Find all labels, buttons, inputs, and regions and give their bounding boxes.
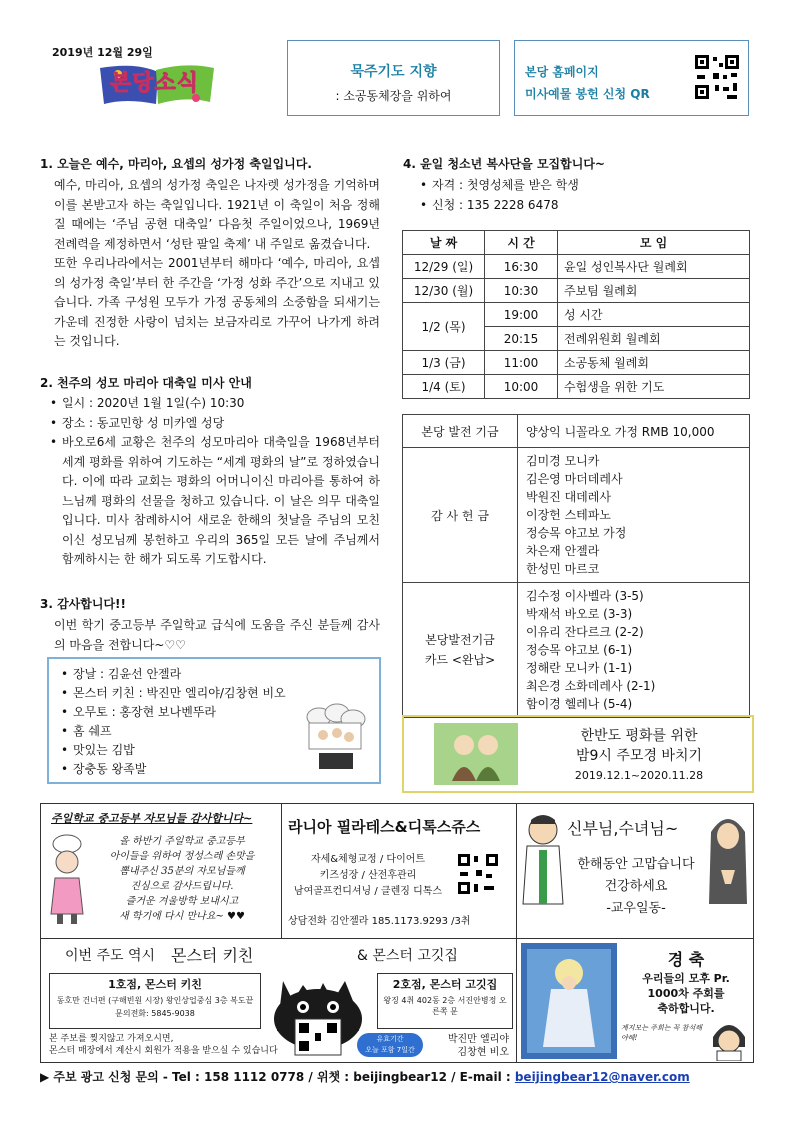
list-item: • 몬스터 키친 : 박진만 엘리야/김창현 비오 [61, 684, 301, 703]
list-item: • 일시 : 2020년 1월 1일(수) 10:30 [50, 394, 380, 414]
list-item: • 장날 : 김윤선 안젤라 [61, 665, 301, 684]
schedule-time: 19:00 [485, 303, 558, 327]
donor-name: 정승목 야고보 가정 [526, 526, 627, 540]
donor-name: 박재석 바오로 (3-3) [526, 607, 633, 621]
section1-body [54, 176, 380, 352]
donor-name: 이장헌 스테파노 [526, 508, 611, 522]
sunday-school-title: 주일학교 중고등부 자모님들 감사합니다~ [51, 812, 253, 825]
pilates-contact: 상담전화 김안젤라 185.1173.9293 /3취 [288, 916, 471, 927]
schedule-time: 11:00 [485, 351, 558, 375]
shop2-box [377, 973, 513, 1029]
schedule-time: 10:00 [485, 375, 558, 399]
congrats-message [623, 971, 749, 1016]
shop1-address: 동호만 건너편 (구해빈원 시장) 왕인상업중심 3층 복도끝 [56, 996, 254, 1005]
section2-list [50, 394, 380, 570]
shop1-phone: 문의전화: 5845-9038 [115, 1009, 195, 1018]
thanks-list [61, 665, 301, 779]
donor-name: 정승목 야고보 (6-1) [526, 643, 633, 657]
owner-name: 김창현 비오 [457, 1047, 509, 1058]
donor-name: 함이경 헬레나 (5-4) [526, 697, 633, 711]
shop1-box [49, 973, 261, 1029]
peace-line1: 한반도 평화를 위한 [580, 728, 698, 744]
schedule-time: 20:15 [485, 327, 558, 351]
pilates-title: 라니아 필라테스&디톡스쥬스 [288, 818, 481, 836]
schedule-time: 16:30 [485, 255, 558, 279]
message-line: 새 학기에 다시 만나요~ ♥♥ [119, 911, 245, 922]
congrats-caption: 계지모는 주회는 꼭 참석해야해! [621, 1024, 703, 1042]
table-row [403, 415, 750, 448]
card-fund-names [518, 583, 750, 718]
table-row [403, 448, 750, 583]
card-fund-label-line: 본당발전기금 [425, 633, 495, 647]
message-line: 즐거운 겨울방학 보내시고 [125, 896, 239, 907]
list-item: • 자격 : 첫영성체를 받은 학생 [420, 176, 740, 196]
card-fund-label-line: 카드 <완납> [424, 653, 496, 667]
pilates-ad [282, 804, 516, 938]
donor-name: 최은경 소화데레사 (2-1) [526, 679, 656, 693]
list-item: • 장소 : 동교민항 성 미카엘 성당 [50, 414, 380, 434]
donor-name: 정해란 모니카 (1-1) [526, 661, 633, 675]
thanks-offering-label: 감 사 헌 금 [403, 448, 518, 583]
logo [96, 62, 220, 108]
peace-prayer-box [402, 715, 754, 793]
column-header: 날 짜 [403, 231, 485, 255]
table-row [403, 255, 750, 279]
schedule-date: 1/4 (토) [403, 375, 485, 399]
badge-line: 유효기간 [376, 1035, 404, 1043]
rosary-intention-text: : 소공동체장을 위하여 [335, 89, 452, 103]
list-item: • 장충동 왕족발 [61, 760, 301, 779]
note-line: 몬스터 매장에서 계산시 회원가 적용을 받으실 수 있습니다 [49, 1046, 278, 1056]
card-fund-label [403, 583, 518, 718]
nun-illustration [707, 810, 749, 906]
owner-name: 박진만 엘리야 [447, 1034, 509, 1045]
chef-hats-illustration [299, 703, 371, 775]
table-row [403, 351, 750, 375]
section4-title: 4. 윤일 청소년 복사단을 모집합니다~ [403, 157, 605, 171]
peace-line2: 밤9시 주모경 바치기 [576, 748, 702, 764]
schedule-event: 소공동체 월례회 [558, 351, 750, 375]
donor-name: 한성민 마르코 [526, 562, 600, 576]
homepage-qr-box [514, 40, 749, 116]
donor-name: 김미경 모니카 [526, 454, 600, 468]
rosary-intention-box [287, 40, 500, 116]
column-header: 모 임 [558, 231, 750, 255]
ads-section [40, 803, 754, 1063]
table-row [403, 303, 750, 327]
sunday-school-ad [41, 804, 281, 938]
schedule-event: 수험생을 위한 기도 [558, 375, 750, 399]
schedule-time: 10:30 [485, 279, 558, 303]
priests-thanks-ad [517, 804, 753, 938]
schedule-date: 1/3 (금) [403, 351, 485, 375]
virgin-mary-painting [521, 943, 617, 1059]
rosary-intention-title: 묵주기도 지향 [350, 64, 437, 80]
table-row [403, 375, 750, 399]
shop2-address: 왕징 4취 402동 2층 서진안병정 오른쪽 문 [383, 996, 507, 1016]
table-row [403, 279, 750, 303]
donor-name: 김수정 이사벨라 (3-5) [526, 589, 644, 603]
donor-name: 김은영 마더데레사 [526, 472, 623, 486]
schedule-date: 12/29 (일) [403, 255, 485, 279]
badge-line: 오늘 포함 7일간 [365, 1046, 415, 1054]
donation-table [402, 414, 750, 718]
service-line: 키즈성장 / 산전후관리 [319, 870, 417, 881]
list-item: • 바오로6세 교황은 천주의 성모마리아 대축일을 1968년부터 세계 평화를 위하여 기도하는 “세계 평화의 날”로 정하였습니다. 이에 따라 교회는 평화의 어머니이신 마리아를 통하여 하느님께 평화의 선물을 청하고 있습니다. 이 날은 의무 대축일 입니다. 미사 참례하시어 새로운 한해의 첫날을 주님의 모친이신 성모님께 봉헌하고 우리의 365일 모든 날에 주님께서 함께하시는 한 해가 되도록 기도합시다. [50, 433, 380, 570]
section3-title: 3. 감사합니다!! [40, 597, 126, 611]
list-item: • 홈 쉐프 [61, 722, 301, 741]
message-line: 진심으로 감사드립니다. [130, 881, 234, 892]
message-line: 아이들을 위하여 정성스레 손맛을 [109, 851, 255, 862]
table-row [403, 583, 750, 718]
priests-title: 신부님,수녀님~ [567, 819, 679, 838]
message-line: 축하합니다. [657, 1002, 715, 1015]
pilates-services [288, 852, 448, 900]
footer-contact [40, 1068, 690, 1085]
shop1-title: 1호점, 몬스터 키친 [108, 978, 202, 991]
monster-headline-main: 몬스터 키친 [171, 946, 254, 965]
section3-text: 이번 학기 중고등부 주일학교 급식에 도움을 주신 분들께 감사의 마음을 전합니다~♡♡ [54, 618, 380, 652]
monster-kitchen-ad [41, 939, 516, 1062]
section2-title: 2. 천주의 성모 마리아 대축일 미사 안내 [40, 376, 252, 390]
schedule-event: 성 시간 [558, 303, 750, 327]
schedule-event: 전례위원회 월례회 [558, 327, 750, 351]
qr-code-icon[interactable] [456, 852, 500, 896]
column-header: 시 간 [485, 231, 558, 255]
service-line: 자세&체형교정 / 다이어트 [310, 854, 426, 865]
schedule-date: 1/2 (목) [403, 303, 485, 351]
section1-paragraph: 또한 우리나라에서는 2001년부터 해마다 ‘예수, 마리아, 요셉의 성가정 축일’부터 한 주간을 ‘가정 성화 주간’으로 지내고 있습니다. 가족 구성원 모두가 가정 공동체의 소중함을 되새기는 가운데 진정한 사랑이 넘치는 보금자리로 가꾸어 나가게 하려는 것입니다. [54, 256, 380, 348]
chef-girl-illustration [47, 834, 87, 926]
donor-name: 차은재 안젤라 [526, 544, 600, 558]
footer-text: ▶ 주보 광고 신청 문의 - Tel : 158 1112 0778 / 위챗 : beijingbear12 / E-mail : [40, 1070, 515, 1084]
message-line: 건강하세요 [604, 879, 668, 894]
list-item: • 맛있는 김밥 [61, 741, 301, 760]
note-line: 본 주보를 찢지않고 가져오시면, [49, 1034, 174, 1044]
schedule-table [402, 230, 750, 399]
monster-owners [429, 1033, 509, 1059]
bulletin-date: 2019년 12월 29일 [52, 46, 153, 59]
fund-label: 본당 발전 기금 [403, 415, 518, 448]
children-praying-illustration [434, 723, 518, 785]
congrats-title: 경 축 [667, 950, 705, 969]
donor-name: 이유리 잔다르크 (2-2) [526, 625, 644, 639]
schedule-date: 12/30 (월) [403, 279, 485, 303]
schedule-event: 주보팀 월례회 [558, 279, 750, 303]
monster-headline-post: & 몬스터 고깃집 [357, 948, 458, 964]
message-line: 한해동안 고맙습니다 [577, 857, 695, 872]
schedule-event: 윤일 성인복사단 월례회 [558, 255, 750, 279]
list-item: • 신청 : 135 2228 6478 [420, 196, 740, 216]
homepage-label: 본당 홈페이지 [525, 65, 599, 79]
priest-illustration [521, 810, 565, 906]
section1-paragraph: 예수, 마리아, 요셉의 성가정 축일은 나자렛 성가정을 기억하며 이를 본받고자 하는 축일입니다. 1921년 이 축일이 처음 정해질 때에는 ‘주님 공현 대축일’ 다음첫 주일이었으나, 1969년 전례력을 제정하면서 ‘성탄 팔일 축제’ 내 주일로 옮겼습니다. [54, 178, 380, 251]
message-line: 뽐내주신 35분의 자모님들께 [119, 866, 245, 877]
thanks-box [47, 657, 381, 784]
logo-text: 본당소식 [110, 71, 200, 96]
monster-discount-note [49, 1033, 278, 1057]
thanks-offering-names [518, 448, 750, 583]
section4-list [420, 176, 740, 215]
monster-headline-pre: 이번 주도 역시 [65, 948, 156, 964]
cartoon-woman-illustration [709, 1017, 749, 1061]
mass-offering-label: 미사예물 봉헌 신청 QR [525, 87, 650, 101]
footer-email-link[interactable]: beijingbear12@naver.com [514, 1070, 690, 1084]
message-line: 우리들의 모후 Pr. [642, 972, 730, 985]
priests-message [563, 854, 709, 920]
section1-title: 1. 오늘은 예수, 마리아, 요셉의 성가정 축일입니다. [40, 157, 312, 171]
congratulations-ad [517, 938, 753, 1063]
sunday-school-message [87, 834, 277, 924]
message-line: 올 하반기 주일학교 중고등부 [119, 836, 245, 847]
fund-value: 양상익 니꼴라오 가정 RMB 10,000 [518, 415, 750, 448]
heart-icon: ♥♥ [227, 911, 245, 922]
shop2-title: 2호점, 몬스터 고깃집 [392, 978, 498, 991]
message-line: -교우일동- [606, 901, 666, 916]
validity-badge [357, 1033, 423, 1057]
message-line: 1000차 주회를 [647, 987, 725, 1000]
service-line: 남여골프컨디셔닝 / 클렌징 디톡스 [293, 886, 443, 897]
qr-code-icon[interactable] [693, 53, 741, 101]
peace-period: 2019.12.1~2020.11.28 [574, 769, 704, 782]
table-header-row [403, 231, 750, 255]
donor-name: 박원진 대데레사 [526, 490, 611, 504]
list-item: • 오무토 : 홍장현 보나벤뚜라 [61, 703, 301, 722]
